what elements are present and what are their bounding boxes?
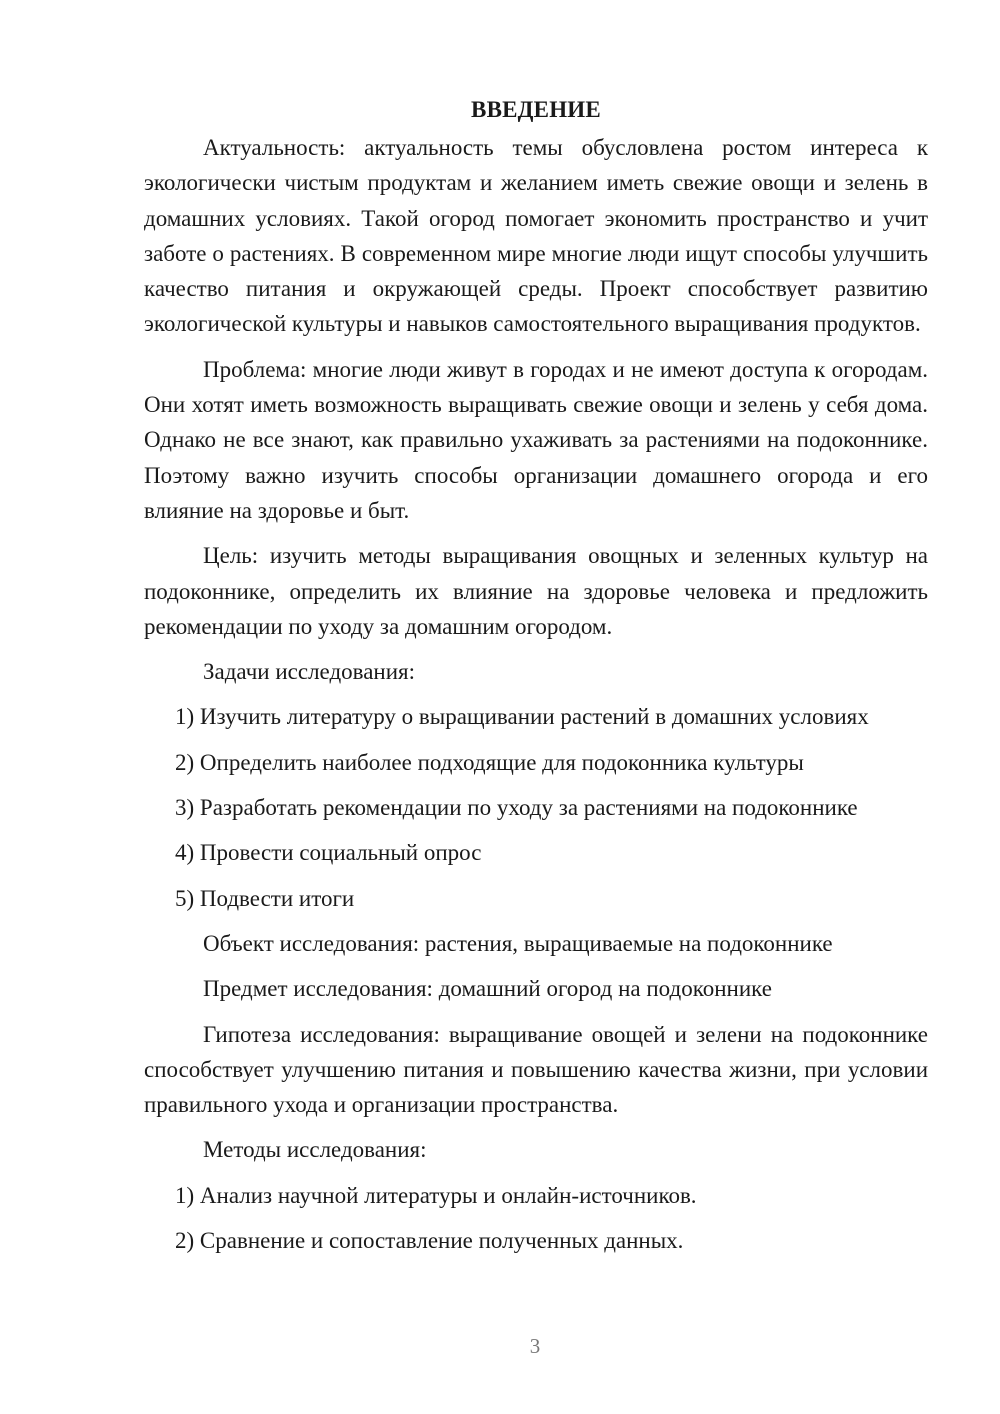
research-subject: Предмет исследования: домашний огород на подоконнике [203,976,772,1002]
research-object: Объект исследования: растения, выращиваемые на подоконнике [203,930,833,956]
tasks-heading: Задачи исследования: [203,659,416,685]
task-item: 2) Определить наиболее подходящие для подоконника культуры [175,749,804,775]
document-page [144,92,928,1268]
task-item: 5) Подвести итоги [175,885,355,911]
method-item: 2) Сравнение и сопоставление полученных данных. [175,1228,684,1254]
method-item: 1) Анализ научной литературы и онлайн-источников. [175,1182,697,1208]
methods-heading: Методы исследования: [203,1137,427,1163]
task-item: 3) Разработать рекомендации по уходу за растениями на подоконнике [175,795,858,821]
goal-paragraph: Цель: изучить методы выращивания овощных и зеленных культур на подоконнике, определить их влияние на здоровье человека и предложить рекомендации по уходу за домашним огородом. [144,543,928,639]
task-item: 4) Провести социальный опрос [175,840,482,866]
page-title: ВВЕДЕНИЕ [471,97,601,122]
relevance-paragraph: Актуальность: актуальность темы обусловлена ростом интереса к экологически чистым продуктам и желанием иметь свежие овощи и зелень в домашних условиях. Такой огород помогает экономить пространство и учит заботе о растениях. В современном мире многие люди ищут способы улучшить качество питания и окружающей среды. Проект способствует развитию экологической культуры и навыков самостоятельного выращивания продуктов. [144,135,928,337]
problem-paragraph: Проблема: многие люди живут в городах и не имеют доступа к огородам. Они хотят иметь возможность выращивать свежие овощи и зелень у себя дома. Однако не все знают, как правильно ухаживать за растениями на подоконнике. Поэтому важно изучить способы организации домашнего огорода и его влияние на здоровье и быт. [144,356,928,523]
hypothesis-paragraph: Гипотеза исследования: выращивание овощей и зелени на подоконнике способствует улучшению питания и повышению качества жизни, при условии правильного ухода и организации пространства. [144,1021,928,1118]
page-number: 3 [529,1334,541,1358]
task-item: 1) Изучить литературу о выращивании растений в домашних условиях [175,704,869,730]
